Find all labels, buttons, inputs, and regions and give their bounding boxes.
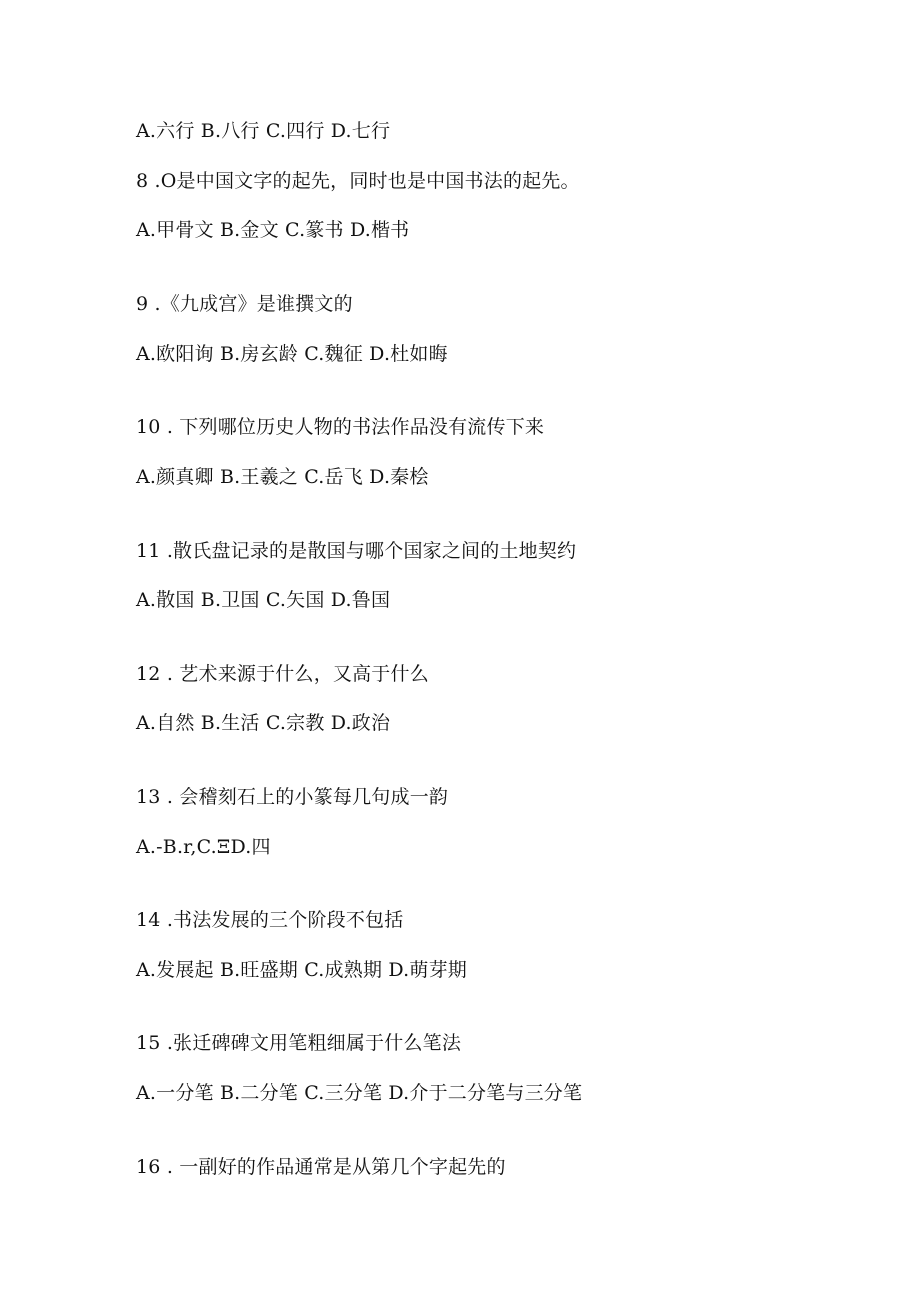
options-q13: A.-B.r,C.ΞD.四 — [136, 836, 271, 858]
question-15: 15 .张迁碑碑文用笔粗细属于什么笔法 — [136, 1032, 462, 1054]
question-13: 13 . 会稽刻石上的小篆每几句成一韵 — [136, 786, 449, 808]
question-12: 12 . 艺术来源于什么，又高于什么 — [136, 663, 429, 685]
options-q8: A.甲骨文 B.金文 C.篆书 D.楷书 — [136, 219, 410, 241]
options-q7: A.六行 B.八行 C.四行 D.七行 — [136, 120, 391, 142]
options-q10: A.颜真卿 B.王羲之 C.岳飞 D.秦桧 — [136, 466, 429, 488]
question-8: 8 .O是中国文字的起先，同时也是中国书法的起先。 — [136, 170, 580, 192]
options-q9: A.欧阳询 B.房玄龄 C.魏征 D.杜如晦 — [136, 343, 448, 365]
options-q15: A.一分笔 B.二分笔 C.三分笔 D.介于二分笔与三分笔 — [136, 1082, 583, 1104]
question-16: 16 . 一副好的作品通常是从第几个字起先的 — [136, 1156, 506, 1178]
options-q12: A.自然 B.生活 C.宗教 D.政治 — [136, 712, 391, 734]
options-q11: A.散国 B.卫国 C.矢国 D.鲁国 — [136, 589, 391, 611]
question-10: 10 . 下列哪位历史人物的书法作品没有流传下来 — [136, 416, 545, 438]
options-q14: A.发展起 B.旺盛期 C.成熟期 D.萌芽期 — [136, 959, 467, 981]
question-14: 14 .书法发展的三个阶段不包括 — [136, 909, 404, 931]
question-9: 9 .《九成宫》是谁撰文的 — [136, 293, 353, 315]
question-11: 11 .散氏盘记录的是散国与哪个国家之间的土地契约 — [136, 540, 577, 562]
